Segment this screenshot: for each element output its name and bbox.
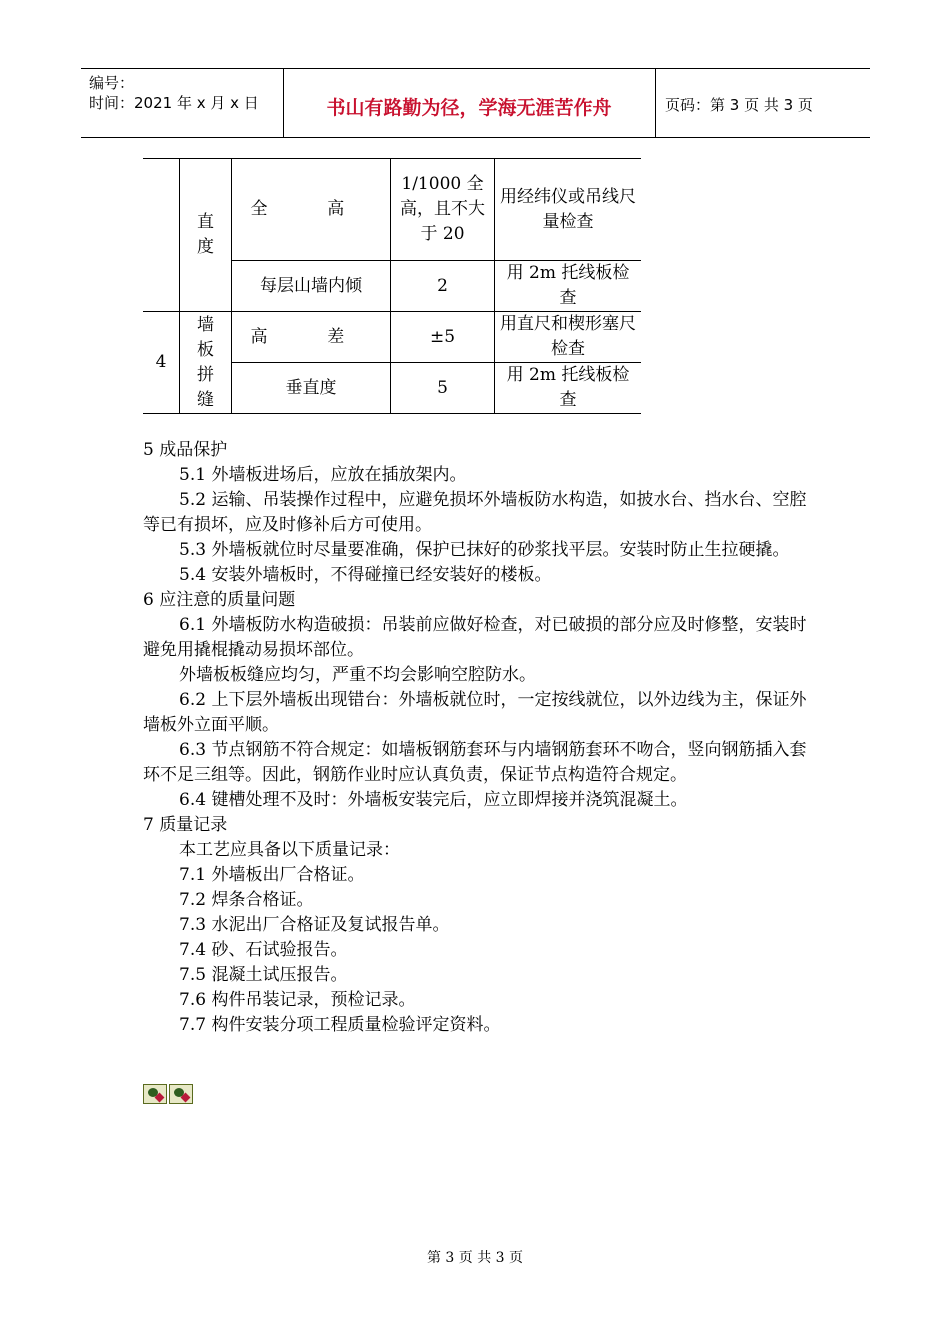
section-heading: 7 质量记录 [143,815,228,835]
table-cell-method [495,261,642,312]
list-item: 7.6 构件吊装记录，预检记录。 [179,990,416,1010]
header-divider [655,69,656,137]
list-item: 7.2 焊条合格证。 [179,890,314,910]
header-meta [89,73,259,113]
check-name: 垂直度 [285,377,337,398]
paragraph: 6.1 外墙板防水构造破损：吊装前应做好检查，对已破损的部分应及时修整，安装时避免用撬棍撬动易损坏部位。 [143,615,807,660]
tolerance-value: 1/1000 全高，且不大于 20 [400,174,485,244]
table-cell-value [391,363,495,414]
paragraph: 6.4 键槽处理不及时：外墙板安装完后，应立即焊接并浇筑混凝土。 [179,790,688,810]
paragraph: 本工艺应具备以下质量记录： [179,840,400,860]
paragraph: 6.3 节点钢筋不符合规定：如墙板钢筋套环与内墙钢筋套环不吻合，竖向钢筋插入套环不足三组等。因此，钢筋作业时应认真负责，保证节点构造符合规定。 [143,740,807,785]
table-cell-method [495,312,642,363]
table-cell-name [232,312,391,363]
check-method: 用经纬仪或吊线尺量检查 [500,186,636,232]
table-cell-no [143,312,180,414]
check-name: 全 高 [250,199,372,219]
table-row [143,312,641,363]
section-heading: 5 成品保护 [143,440,228,460]
inspection-table [143,158,641,414]
clipart-icon [143,1084,167,1104]
date-line: 时间：2021 年 x 月 x 日 [89,94,259,112]
list-item: 7.5 混凝土试压报告。 [179,965,348,985]
check-method: 用直尺和楔形塞尺检查 [500,314,636,359]
page-footer: 第 3 页 共 3 页 [426,1250,524,1266]
section-heading: 6 应注意的质量问题 [143,590,296,610]
list-item: 7.7 构件安装分项工程质量检验评定资料。 [179,1015,501,1035]
paragraph: 5.1 外墙板进场后，应放在插放架内。 [179,465,467,485]
clipart-icons [143,1084,193,1104]
number-label: 编号： [89,74,135,92]
clipart-icon [169,1084,193,1104]
paragraph: 6.2 上下层外墙板出现错台：外墙板就位时，一定按线就位，以外边线为主，保证外墙板外立面平顺。 [143,690,807,735]
table-cell-no [143,159,180,312]
paragraph: 5.4 安装外墙板时，不得碰撞已经安装好的楼板。 [179,565,552,585]
list-item: 7.4 砂、石试验报告。 [179,940,348,960]
table-cell-value [391,261,495,312]
check-method: 用 2m 托线板检查 [506,263,630,308]
table-cell-item [180,159,232,312]
paragraph: 5.2 运输、吊装操作过程中，应避免损坏外墙板防水构造，如披水台、挡水台、空腔等已有损坏，应及时修补后方可使用。 [143,490,807,535]
page-header [81,68,870,138]
check-name: 高 差 [250,326,372,347]
table-cell-value [391,312,495,363]
item-label: 墙板拼缝 [196,314,214,410]
table-cell-item [180,312,232,414]
paragraph: 外墙板板缝应均匀，严重不均会影响空腔防水。 [179,665,536,685]
check-method: 用 2m 托线板检查 [506,365,630,410]
table-cell-name [232,363,391,414]
table-cell-method [495,363,642,414]
header-page-code: 页码：第 3 页 共 3 页 [665,96,813,114]
tolerance-value: ±5 [429,326,456,347]
header-motto: 书山有路勤为径，学海无涯苦作舟 [326,97,612,119]
tolerance-value: 5 [437,377,448,398]
table-cell-value [391,159,495,261]
list-item: 7.3 水泥出厂合格证及复试报告单。 [179,915,450,935]
table-cell-method [495,159,642,261]
table-cell-name [232,261,391,312]
item-label: 直度 [196,212,214,257]
list-item: 7.1 外墙板出厂合格证。 [179,865,365,885]
tolerance-value: 2 [437,275,448,296]
table-cell-name [232,159,391,261]
row-number: 4 [155,352,167,372]
check-name: 每层山墙内倾 [260,275,362,296]
table-row [143,159,641,261]
document-body [143,438,813,1038]
paragraph: 5.3 外墙板就位时尽量要准确，保护已抹好的砂浆找平层。安装时防止生拉硬撬。 [179,540,790,560]
